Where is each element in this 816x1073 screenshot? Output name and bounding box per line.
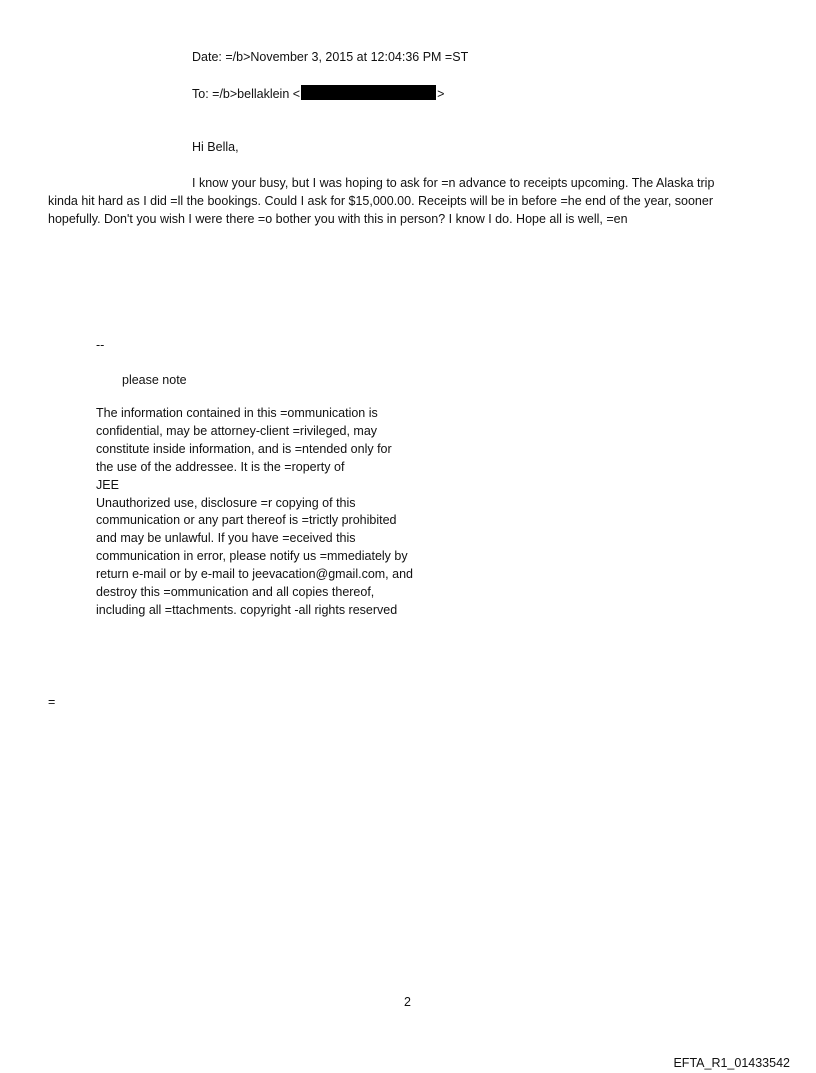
notice-line: communication in error, please notify us =mmediately by xyxy=(96,549,408,564)
message-body-line: hopefully. Don't you wish I were there =o bother you with this in person? I know I do. Hope all is well, =en xyxy=(48,212,628,226)
notice-line: communication or any part thereof is =trictly prohibited xyxy=(96,513,397,528)
page-number: 2 xyxy=(404,995,411,1009)
to-prefix: To: =/b>bellaklein < xyxy=(192,87,301,101)
notice-line: including all =ttachments. copyright -all rights reserved xyxy=(96,602,398,617)
message-body-line: kinda hit hard as I did =ll the bookings. Could I ask for $15,000.00. Receipts will be in before =he end of the year, sooner xyxy=(48,194,714,208)
confidentiality-notice xyxy=(96,405,456,620)
notice-line: the use of the addressee. It is the =roperty of xyxy=(96,459,345,474)
notice-line: Unauthorized use, disclosure =r copying of this xyxy=(96,495,356,510)
trailing-equals: = xyxy=(48,695,56,709)
email-to-line xyxy=(192,85,444,103)
redaction-bar xyxy=(301,85,436,100)
notice-line: confidential, may be attorney-client =rivileged, may xyxy=(96,423,378,438)
note-heading: please note xyxy=(122,373,187,387)
notice-line: JEE xyxy=(96,477,119,492)
notice-line: return e-mail or by e-mail to jeevacation@gmail.com, and xyxy=(96,567,413,582)
message-body-line: I know your busy, but I was hoping to ask for =n advance to receipts upcoming. The Alaska trip xyxy=(192,176,715,190)
signature-separator: -- xyxy=(96,338,105,352)
notice-line: and may be unlawful. If you have =eceived this xyxy=(96,531,356,546)
notice-line: destroy this =ommunication and all copies thereof, xyxy=(96,585,375,600)
email-date-line: Date: =/b>November 3, 2015 at 12:04:36 PM =ST xyxy=(192,50,469,64)
notice-line: constitute inside information, and is =ntended only for xyxy=(96,441,392,456)
greeting: Hi Bella, xyxy=(192,140,239,154)
to-suffix: > xyxy=(437,87,445,101)
message-body xyxy=(48,174,773,228)
document-id: EFTA_R1_01433542 xyxy=(673,1056,790,1070)
notice-line: The information contained in this =ommunication is xyxy=(96,406,378,420)
